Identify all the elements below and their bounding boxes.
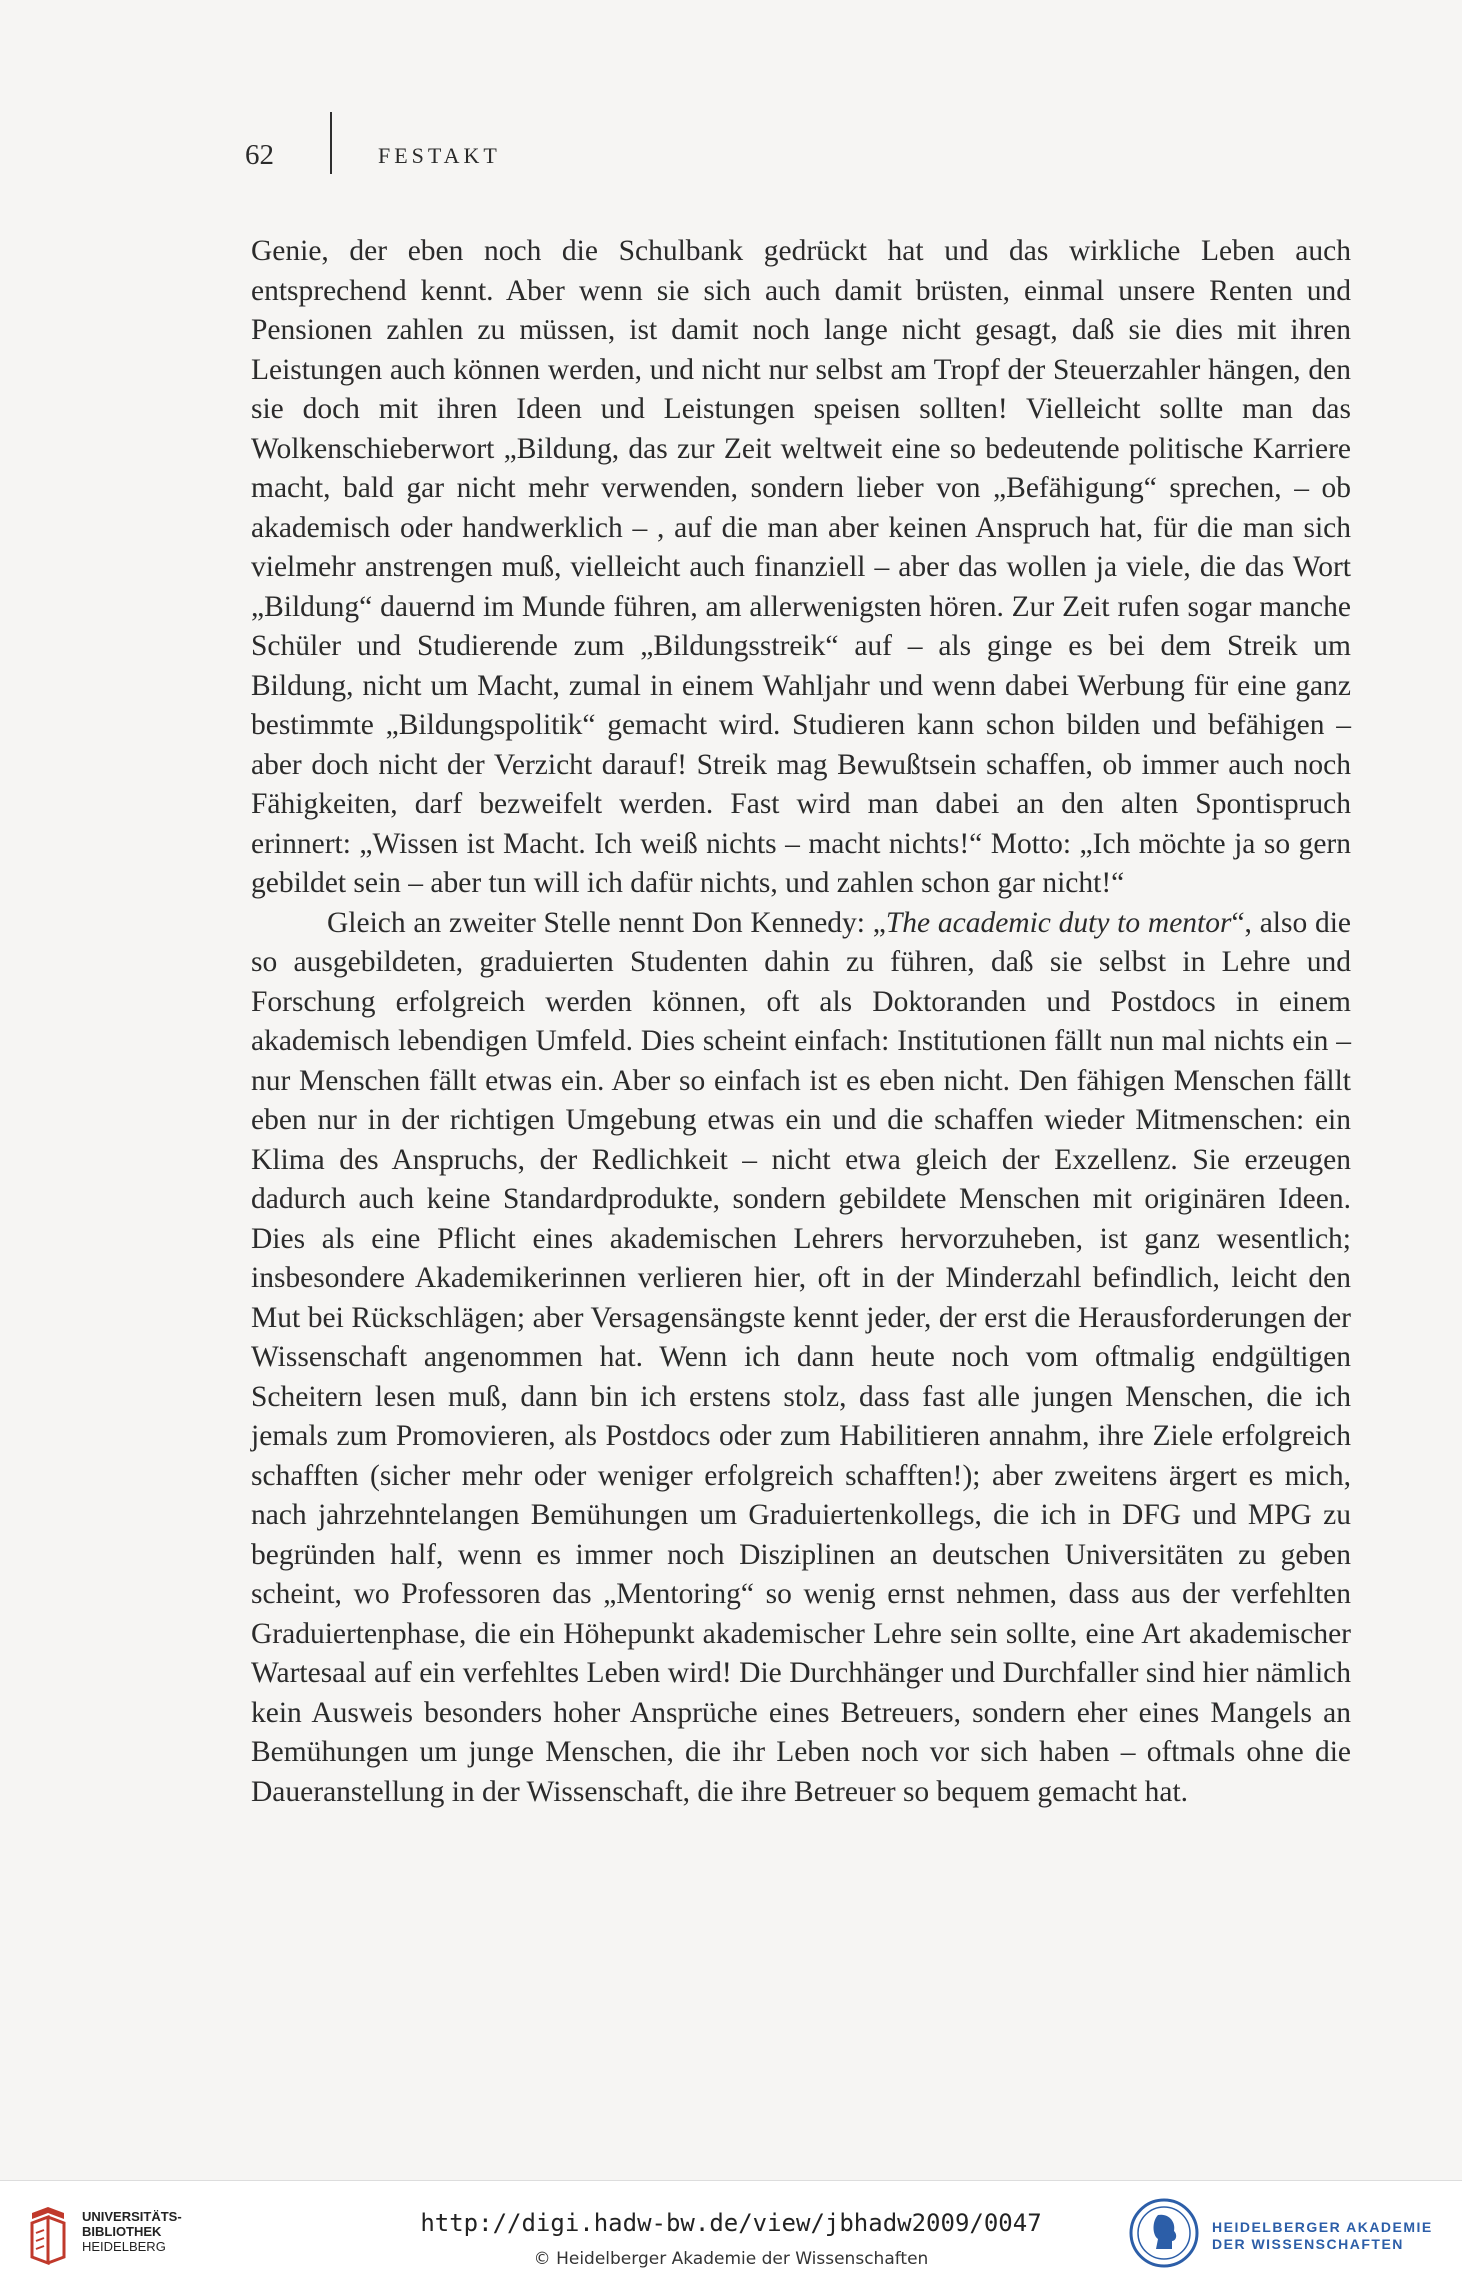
paragraph-2-italic-title: The academic duty to mentor [885,906,1232,939]
library-name-line-2: BIBLIOTHEK [82,2224,162,2239]
footer-bar [0,2180,1462,2286]
running-head: FESTAKT [378,143,501,168]
academy-name-line-2: DER WISSENSCHAFTEN [1212,2236,1404,2252]
academy-name [1212,2219,1433,2253]
library-name-line-3: HEIDELBERG [82,2239,166,2254]
paragraph-2-rest: “, also die so ausgebildeten, graduierten Studenten dahin zu führen, daß sie selbst in Lehre und Forschung erfolgreich werden können, oft als Doktoranden und Postdocs in einem akademisch lebendigen Umfeld. Dies scheint einfach: Institutionen fällt nun mal nichts ein – nur Menschen fällt etwas ein. Aber so einfach ist es eben nicht. Den fähigen Menschen fällt eben nur in der richtigen Umgebung etwas ein und die schaffen wieder Mitmenschen: ein Klima des Anspruchs, der Redlichkeit – nicht etwa gleich der Exzellenz. Sie erzeugen dadurch auch keine Standardprodukte, sondern gebildete Menschen mit originären Ideen. Dies als eine Pflicht eines akademischen Lehrers hervorzuheben, ist ganz wesentlich; insbesondere Akademikerinnen verlieren hier, oft in der Minderzahl befindlich, leicht den Mut bei Rückschlägen; aber Versagensängste kennt jeder, der erst die Herausforderungen der Wissenschaft angenommen hat. Wenn ich dann heute noch vom oftmalig endgültigen Scheitern lesen muß, dann bin ich erstens stolz, dass fast alle jungen Menschen, die ich jemals zum Promovieren, als Postdocs oder zum Habilitieren annahm, ihre Ziele erfolgreich schafften (sicher mehr oder weniger erfolgreich schafften!); aber zweitens ärgert es mich, nach jahrzehntelangen Bemühungen um Graduiertenkollegs, die ich in DFG und MPG zu begründen half, wenn es immer noch Disziplinen an deutschen Universitäten zu geben scheint, wo Professoren das „Mentoring“ so wenig ernst nehmen, dass aus der verfehlten Graduiertenphase, die ein Höhepunkt akademischer Lehre sein sollte, eine Art akademischer Wartesaal auf ein verfehltes Leben wird! Die Durchhänger und Durchfaller sind hier nämlich kein Ausweis besonders hoher Ansprüche eines Betreuers, sondern eher eines Mangels an Bemühungen um junge Menschen, die ihr Leben noch vor sich haben – oftmals ohne die Daueranstellung in der Wissenschaft, die ihre Betreuer so bequem gemacht hat. [251,906,1352,1808]
permalink-url[interactable]: http://digi.hadw-bw.de/view/jbhadw2009/0047 [420,2209,1042,2237]
paragraph-2 [251,904,1351,1813]
academy-name-line-1: HEIDELBERGER AKADEMIE [1212,2219,1433,2235]
body-text [251,232,1351,1812]
academy-logo[interactable] [1128,2195,1448,2273]
page-number: 62 [245,138,274,171]
page-header [245,135,274,175]
copyright-notice: © Heidelberger Akademie der Wissenschaften [533,2249,929,2269]
paragraph-2-intro: Gleich an zweiter Stelle nennt Don Kennedy: „ [327,906,886,939]
header-divider [330,112,332,174]
academy-seal-icon [1128,2197,1200,2269]
library-name-line-1: UNIVERSITÄTS- [82,2209,182,2224]
paragraph-1: Genie, der eben noch die Schulbank gedrückt hat und das wirkliche Leben auch entsprechend kennt. Aber wenn sie sich auch damit brüsten, einmal unsere Renten und Pensionen zahlen zu müssen, ist damit noch lange nicht gesagt, daß sie dies mit ihren Leistungen auch können werden, und nicht nur selbst am Tropf der Steuerzahler hängen, den sie doch mit ihren Ideen und Leistungen speisen sollten! Vielleicht sollte man das Wolkenschieberwort „Bildung, das zur Zeit weltweit eine so bedeutende politische Karriere macht, bald gar nicht mehr verwenden, sondern lieber von „Befähigung“ sprechen, – ob akademisch oder handwerklich – , auf die man aber keinen Anspruch hat, für die man sich vielmehr anstrengen muß, vielleicht auch finanziell – aber das wollen ja viele, die das Wort „Bildung“ dauernd im Munde führen, am allerwenigsten hören. Zur Zeit rufen sogar manche Schüler und Studierende zum „Bildungsstreik“ auf – als ginge es bei dem Streik um Bildung, nicht um Macht, zumal in einem Wahljahr und wenn dabei Werbung für eine ganz bestimmte „Bildungspolitik“ gemacht wird. Studieren kann schon bilden und befähigen – aber doch nicht der Verzicht darauf! Streik mag Bewußtsein schaffen, ob immer auch noch Fähigkeiten, darf bezweifelt werden. Fast wird man dabei an den alten Spontispruch erinnert: „Wissen ist Macht. Ich weiß nichts – macht nichts!“ Motto: „Ich möchte ja so gern gebildet sein – aber tun will ich dafür nichts, und zahlen schon gar nicht!“ [251,235,1351,899]
